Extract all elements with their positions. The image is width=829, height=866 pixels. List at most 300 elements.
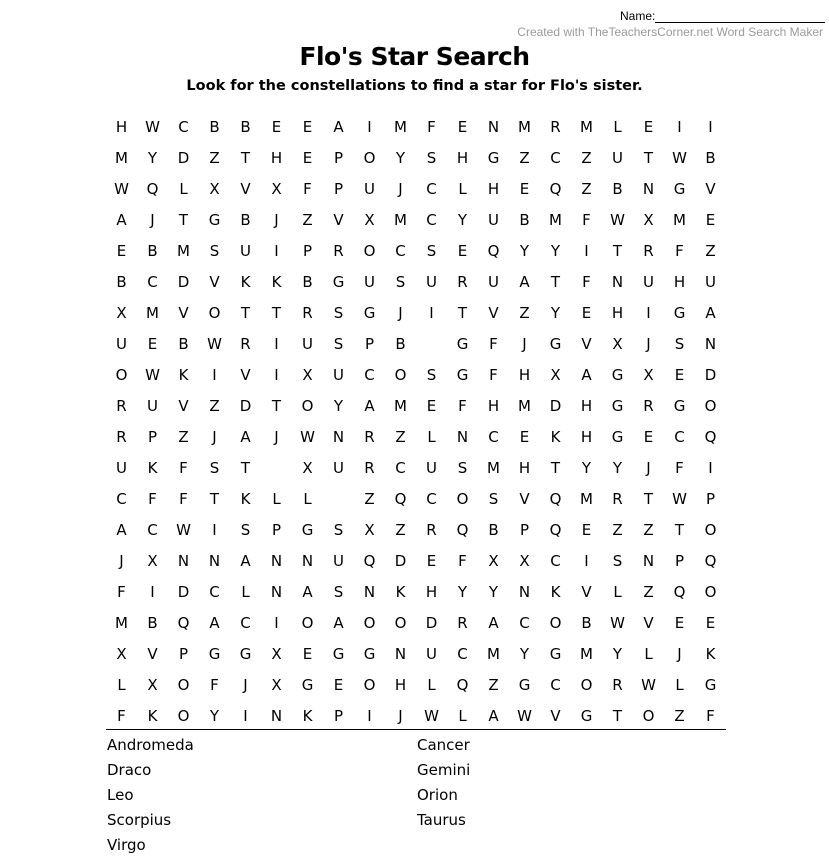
grid-letter[interactable]: J (119, 551, 124, 570)
grid-letter[interactable]: E (643, 427, 654, 446)
grid-letter[interactable]: Q (363, 551, 376, 570)
grid-letter[interactable]: C (488, 427, 499, 446)
grid-letter[interactable]: Q (549, 179, 562, 198)
grid-letter[interactable]: G (549, 334, 562, 353)
grid-letter[interactable]: P (333, 706, 344, 725)
grid-letter[interactable]: S (395, 272, 406, 291)
grid-letter[interactable]: K (705, 644, 716, 663)
grid-letter[interactable]: D (704, 365, 717, 384)
grid-letter[interactable]: C (550, 148, 561, 167)
grid-letter[interactable]: R (116, 396, 127, 415)
grid-letter[interactable]: E (581, 303, 592, 322)
grid-letter[interactable]: E (519, 427, 530, 446)
grid-letter[interactable]: N (704, 334, 717, 353)
grid-letter[interactable]: Z (209, 148, 220, 167)
grid-letter[interactable]: V (705, 179, 716, 198)
grid-letter[interactable]: L (303, 489, 312, 508)
grid-letter[interactable]: K (550, 582, 561, 601)
grid-letter[interactable]: N (270, 582, 283, 601)
grid-letter[interactable]: X (147, 675, 158, 694)
grid-letter[interactable]: E (302, 148, 313, 167)
grid-letter[interactable]: H (580, 427, 593, 446)
grid-letter[interactable]: L (458, 706, 467, 725)
grid-letter[interactable]: V (178, 396, 189, 415)
grid-letter[interactable]: T (209, 489, 220, 508)
grid-letter[interactable]: A (333, 613, 344, 632)
grid-letter[interactable]: J (398, 706, 403, 725)
grid-letter[interactable]: I (367, 706, 372, 725)
grid-letter[interactable]: W (114, 179, 129, 198)
grid-letter[interactable]: V (643, 613, 654, 632)
grid-letter[interactable]: T (240, 148, 251, 167)
grid-letter[interactable]: T (550, 272, 561, 291)
grid-letter[interactable]: M (487, 644, 500, 663)
grid-letter[interactable]: Z (395, 427, 406, 446)
grid-letter[interactable]: Q (673, 582, 686, 601)
grid-letter[interactable]: F (489, 365, 498, 384)
grid-letter[interactable]: N (394, 644, 407, 663)
grid-letter[interactable]: C (395, 241, 406, 260)
grid-letter[interactable]: H (115, 117, 128, 136)
grid-letter[interactable]: G (208, 210, 221, 229)
grid-letter[interactable]: E (116, 241, 127, 260)
grid-letter[interactable]: A (333, 117, 344, 136)
grid-letter[interactable]: W (610, 613, 625, 632)
grid-letter[interactable]: B (116, 272, 127, 291)
grid-letter[interactable]: W (641, 675, 656, 694)
grid-letter[interactable]: T (178, 210, 189, 229)
grid-letter[interactable]: T (674, 520, 685, 539)
grid-letter[interactable]: R (240, 334, 251, 353)
grid-letter[interactable]: E (302, 117, 313, 136)
grid-letter[interactable]: O (549, 613, 562, 632)
grid-letter[interactable]: U (643, 272, 654, 291)
grid-letter[interactable]: Y (457, 582, 468, 601)
grid-letter[interactable]: P (519, 520, 530, 539)
grid-letter[interactable]: S (426, 241, 437, 260)
grid-letter[interactable]: S (426, 148, 437, 167)
grid-letter[interactable]: T (612, 241, 623, 260)
grid-letter[interactable]: C (116, 489, 127, 508)
grid-letter[interactable]: F (179, 489, 188, 508)
grid-letter[interactable]: Z (643, 582, 654, 601)
grid-letter[interactable]: E (302, 644, 313, 663)
grid-letter[interactable]: G (332, 272, 345, 291)
grid-letter[interactable]: G (611, 365, 624, 384)
grid-letter[interactable]: N (518, 582, 531, 601)
grid-letter[interactable]: C (426, 179, 437, 198)
grid-letter[interactable]: M (487, 458, 500, 477)
grid-letter[interactable]: E (674, 613, 685, 632)
grid-letter[interactable]: N (270, 706, 283, 725)
grid-letter[interactable]: S (333, 520, 344, 539)
grid-letter[interactable]: D (549, 396, 562, 415)
grid-letter[interactable]: O (704, 582, 717, 601)
grid-letter[interactable]: D (177, 148, 190, 167)
grid-letter[interactable]: M (146, 303, 159, 322)
grid-letter[interactable]: K (178, 365, 189, 384)
grid-letter[interactable]: T (240, 458, 251, 477)
grid-letter[interactable]: R (364, 427, 375, 446)
grid-letter[interactable]: A (364, 396, 375, 415)
grid-letter[interactable]: I (150, 582, 155, 601)
grid-letter[interactable]: K (240, 272, 251, 291)
grid-letter[interactable]: O (363, 613, 376, 632)
grid-letter[interactable]: K (147, 706, 158, 725)
grid-letter[interactable]: Z (364, 489, 375, 508)
grid-letter[interactable]: G (456, 334, 469, 353)
grid-letter[interactable]: H (270, 148, 283, 167)
grid-letter[interactable]: S (209, 458, 220, 477)
grid-letter[interactable]: E (519, 179, 530, 198)
grid-letter[interactable]: E (426, 396, 437, 415)
grid-letter[interactable]: V (550, 706, 561, 725)
grid-letter[interactable]: I (708, 458, 713, 477)
grid-letter[interactable]: G (456, 365, 469, 384)
grid-letter[interactable]: B (178, 334, 189, 353)
grid-letter[interactable]: Q (704, 427, 717, 446)
grid-letter[interactable]: S (333, 334, 344, 353)
grid-letter[interactable]: G (363, 303, 376, 322)
grid-letter[interactable]: Y (457, 210, 468, 229)
grid-letter[interactable]: V (240, 179, 251, 198)
grid-letter[interactable]: F (148, 489, 157, 508)
grid-letter[interactable]: B (395, 334, 406, 353)
grid-letter[interactable]: J (150, 210, 155, 229)
grid-letter[interactable]: Z (581, 179, 592, 198)
grid-letter[interactable]: V (519, 489, 530, 508)
grid-letter[interactable]: U (333, 551, 344, 570)
grid-letter[interactable]: Y (519, 644, 530, 663)
grid-letter[interactable]: I (429, 303, 434, 322)
grid-letter[interactable]: T (271, 396, 282, 415)
grid-letter[interactable]: U (116, 458, 127, 477)
grid-letter[interactable]: Q (549, 489, 562, 508)
grid-letter[interactable]: O (177, 706, 190, 725)
grid-letter[interactable]: H (673, 272, 686, 291)
grid-letter[interactable]: C (240, 613, 251, 632)
grid-letter[interactable]: I (274, 365, 279, 384)
grid-letter[interactable]: G (673, 396, 686, 415)
grid-letter[interactable]: F (117, 706, 126, 725)
grid-letter[interactable]: R (612, 489, 623, 508)
grid-letter[interactable]: M (394, 396, 407, 415)
grid-letter[interactable]: B (240, 117, 251, 136)
grid-letter[interactable]: P (333, 179, 344, 198)
grid-letter[interactable]: F (458, 551, 467, 570)
grid-letter[interactable]: Y (581, 458, 592, 477)
grid-letter[interactable]: P (147, 427, 158, 446)
grid-letter[interactable]: E (333, 675, 344, 694)
grid-letter[interactable]: C (364, 365, 375, 384)
grid-letter[interactable]: X (643, 365, 654, 384)
grid-letter[interactable]: U (426, 458, 437, 477)
grid-letter[interactable]: M (518, 117, 531, 136)
grid-letter[interactable]: T (457, 303, 468, 322)
grid-letter[interactable]: T (240, 303, 251, 322)
grid-letter[interactable]: Z (581, 148, 592, 167)
grid-letter[interactable]: Z (519, 303, 530, 322)
grid-letter[interactable]: J (398, 179, 403, 198)
grid-letter[interactable]: E (705, 613, 716, 632)
grid-letter[interactable]: F (427, 117, 436, 136)
grid-letter[interactable]: A (240, 551, 251, 570)
grid-letter[interactable]: G (208, 644, 221, 663)
grid-letter[interactable]: K (395, 582, 406, 601)
grid-letter[interactable]: Q (177, 613, 190, 632)
grid-letter[interactable]: X (488, 551, 499, 570)
grid-letter[interactable]: R (426, 520, 437, 539)
grid-letter[interactable]: U (333, 458, 344, 477)
grid-letter[interactable]: U (302, 334, 313, 353)
grid-letter[interactable]: Y (519, 241, 530, 260)
grid-letter[interactable]: M (394, 210, 407, 229)
grid-letter[interactable]: I (243, 706, 248, 725)
grid-letter[interactable]: G (580, 706, 593, 725)
grid-letter[interactable]: A (705, 303, 716, 322)
grid-letter[interactable]: T (643, 148, 654, 167)
grid-letter[interactable]: M (580, 644, 593, 663)
grid-letter[interactable]: L (241, 582, 250, 601)
grid-letter[interactable]: G (549, 644, 562, 663)
grid-letter[interactable]: H (518, 458, 531, 477)
grid-letter[interactable]: N (487, 117, 500, 136)
grid-letter[interactable]: J (522, 334, 527, 353)
grid-letter[interactable]: L (272, 489, 281, 508)
grid-letter[interactable]: L (644, 644, 653, 663)
grid-letter[interactable]: I (584, 241, 589, 260)
grid-letter[interactable]: N (456, 427, 469, 446)
grid-letter[interactable]: V (581, 582, 592, 601)
grid-letter[interactable]: O (394, 365, 407, 384)
grid-letter[interactable]: W (300, 427, 315, 446)
grid-letter[interactable]: Q (146, 179, 159, 198)
grid-letter[interactable]: G (301, 520, 314, 539)
grid-letter[interactable]: X (302, 365, 313, 384)
grid-letter[interactable]: O (177, 675, 190, 694)
grid-letter[interactable]: R (457, 613, 468, 632)
grid-letter[interactable]: E (643, 117, 654, 136)
grid-letter[interactable]: R (333, 241, 344, 260)
grid-letter[interactable]: D (177, 272, 190, 291)
grid-letter[interactable]: M (580, 117, 593, 136)
grid-letter[interactable]: O (363, 241, 376, 260)
grid-letter[interactable]: U (333, 365, 344, 384)
grid-letter[interactable]: P (178, 644, 189, 663)
grid-letter[interactable]: Z (395, 520, 406, 539)
grid-letter[interactable]: U (364, 179, 375, 198)
grid-letter[interactable]: J (212, 427, 217, 446)
grid-letter[interactable]: K (302, 706, 313, 725)
grid-letter[interactable]: G (704, 675, 717, 694)
grid-letter[interactable]: X (612, 334, 623, 353)
grid-letter[interactable]: M (580, 489, 593, 508)
grid-letter[interactable]: H (518, 365, 531, 384)
grid-letter[interactable]: G (487, 148, 500, 167)
grid-letter[interactable]: J (646, 458, 651, 477)
grid-letter[interactable]: A (116, 210, 127, 229)
grid-letter[interactable]: B (519, 210, 530, 229)
grid-letter[interactable]: J (243, 675, 248, 694)
grid-letter[interactable]: G (239, 644, 252, 663)
grid-letter[interactable]: Q (704, 551, 717, 570)
grid-letter[interactable]: S (333, 582, 344, 601)
grid-letter[interactable]: X (116, 644, 127, 663)
grid-letter[interactable]: S (674, 334, 685, 353)
grid-letter[interactable]: I (367, 117, 372, 136)
grid-letter[interactable]: F (117, 582, 126, 601)
grid-letter[interactable]: Y (612, 644, 623, 663)
grid-letter[interactable]: F (675, 458, 684, 477)
grid-letter[interactable]: A (581, 365, 592, 384)
grid-letter[interactable]: R (116, 427, 127, 446)
grid-letter[interactable]: N (611, 272, 624, 291)
grid-letter[interactable]: G (673, 303, 686, 322)
grid-letter[interactable]: M (115, 148, 128, 167)
grid-letter[interactable]: I (646, 303, 651, 322)
grid-letter[interactable]: V (147, 644, 158, 663)
grid-letter[interactable]: R (457, 272, 468, 291)
grid-letter[interactable]: X (643, 210, 654, 229)
grid-letter[interactable]: W (610, 210, 625, 229)
grid-letter[interactable]: T (643, 489, 654, 508)
grid-letter[interactable]: H (425, 582, 438, 601)
grid-letter[interactable]: C (426, 210, 437, 229)
grid-letter[interactable]: Y (147, 148, 158, 167)
grid-letter[interactable]: E (457, 117, 468, 136)
grid-letter[interactable]: F (179, 458, 188, 477)
grid-letter[interactable]: U (364, 272, 375, 291)
grid-letter[interactable]: X (364, 210, 375, 229)
grid-letter[interactable]: Q (456, 675, 469, 694)
grid-letter[interactable]: O (301, 396, 314, 415)
grid-letter[interactable]: H (611, 303, 624, 322)
grid-letter[interactable]: H (456, 148, 469, 167)
grid-letter[interactable]: A (488, 613, 499, 632)
grid-letter[interactable]: V (333, 210, 344, 229)
grid-letter[interactable]: I (212, 520, 217, 539)
grid-letter[interactable]: Y (209, 706, 220, 725)
grid-letter[interactable]: W (145, 365, 160, 384)
grid-letter[interactable]: V (240, 365, 251, 384)
grid-letter[interactable]: R (643, 396, 654, 415)
grid-letter[interactable]: P (674, 551, 685, 570)
grid-letter[interactable]: X (209, 179, 220, 198)
grid-letter[interactable]: Q (456, 520, 469, 539)
grid-letter[interactable]: J (274, 210, 279, 229)
grid-letter[interactable]: Z (643, 520, 654, 539)
grid-letter[interactable]: Z (178, 427, 189, 446)
grid-letter[interactable]: C (674, 427, 685, 446)
grid-letter[interactable]: I (584, 551, 589, 570)
grid-letter[interactable]: M (518, 396, 531, 415)
grid-letter[interactable]: Q (394, 489, 407, 508)
grid-letter[interactable]: X (302, 458, 313, 477)
grid-letter[interactable]: N (301, 551, 314, 570)
grid-letter[interactable]: R (643, 241, 654, 260)
grid-letter[interactable]: P (705, 489, 716, 508)
grid-letter[interactable]: M (394, 117, 407, 136)
grid-letter[interactable]: B (488, 520, 499, 539)
name-blank-line[interactable] (655, 10, 825, 23)
grid-letter[interactable]: C (426, 489, 437, 508)
grid-letter[interactable]: N (270, 551, 283, 570)
grid-letter[interactable]: Z (488, 675, 499, 694)
grid-letter[interactable]: O (704, 520, 717, 539)
grid-letter[interactable]: O (580, 675, 593, 694)
grid-letter[interactable]: Z (209, 396, 220, 415)
grid-letter[interactable]: O (394, 613, 407, 632)
grid-letter[interactable]: F (210, 675, 219, 694)
grid-letter[interactable]: V (178, 303, 189, 322)
grid-letter[interactable]: O (363, 148, 376, 167)
grid-letter[interactable]: X (550, 365, 561, 384)
grid-letter[interactable]: G (301, 675, 314, 694)
grid-letter[interactable]: R (550, 117, 561, 136)
grid-letter[interactable]: B (705, 148, 716, 167)
grid-letter[interactable]: F (706, 706, 715, 725)
grid-letter[interactable]: P (271, 520, 282, 539)
grid-letter[interactable]: U (705, 272, 716, 291)
grid-letter[interactable]: Z (302, 210, 313, 229)
grid-letter[interactable]: M (115, 613, 128, 632)
grid-letter[interactable]: B (302, 272, 313, 291)
grid-letter[interactable]: X (364, 520, 375, 539)
grid-letter[interactable]: C (209, 582, 220, 601)
grid-letter[interactable]: Z (519, 148, 530, 167)
grid-letter[interactable]: L (675, 675, 684, 694)
grid-letter[interactable]: C (147, 520, 158, 539)
grid-letter[interactable]: N (332, 427, 345, 446)
grid-letter[interactable]: J (677, 644, 682, 663)
grid-letter[interactable]: S (240, 520, 251, 539)
grid-letter[interactable]: A (240, 427, 251, 446)
grid-letter[interactable]: H (487, 179, 500, 198)
grid-letter[interactable]: G (363, 644, 376, 663)
grid-letter[interactable]: L (117, 675, 126, 694)
grid-letter[interactable]: I (274, 241, 279, 260)
grid-letter[interactable]: H (487, 396, 500, 415)
grid-letter[interactable]: F (675, 241, 684, 260)
grid-letter[interactable]: W (672, 489, 687, 508)
grid-letter[interactable]: Z (612, 520, 623, 539)
grid-letter[interactable]: Z (674, 706, 685, 725)
grid-letter[interactable]: C (519, 613, 530, 632)
grid-letter[interactable]: Q (549, 520, 562, 539)
grid-letter[interactable]: U (116, 334, 127, 353)
grid-letter[interactable]: A (302, 582, 313, 601)
grid-letter[interactable]: W (207, 334, 222, 353)
grid-letter[interactable]: O (301, 613, 314, 632)
grid-letter[interactable]: M (673, 210, 686, 229)
grid-letter[interactable]: I (274, 334, 279, 353)
grid-letter[interactable]: S (209, 241, 220, 260)
grid-letter[interactable]: G (611, 427, 624, 446)
grid-letter[interactable]: C (395, 458, 406, 477)
grid-letter[interactable]: T (612, 706, 623, 725)
grid-letter[interactable]: G (518, 675, 531, 694)
grid-letter[interactable]: U (488, 272, 499, 291)
grid-letter[interactable]: W (424, 706, 439, 725)
grid-letter[interactable]: Y (395, 148, 406, 167)
grid-letter[interactable]: Y (488, 582, 499, 601)
grid-letter[interactable]: K (550, 427, 561, 446)
grid-letter[interactable]: U (488, 210, 499, 229)
grid-letter[interactable]: H (394, 675, 407, 694)
grid-letter[interactable]: S (612, 551, 623, 570)
grid-letter[interactable]: L (613, 582, 622, 601)
grid-letter[interactable]: C (178, 117, 189, 136)
